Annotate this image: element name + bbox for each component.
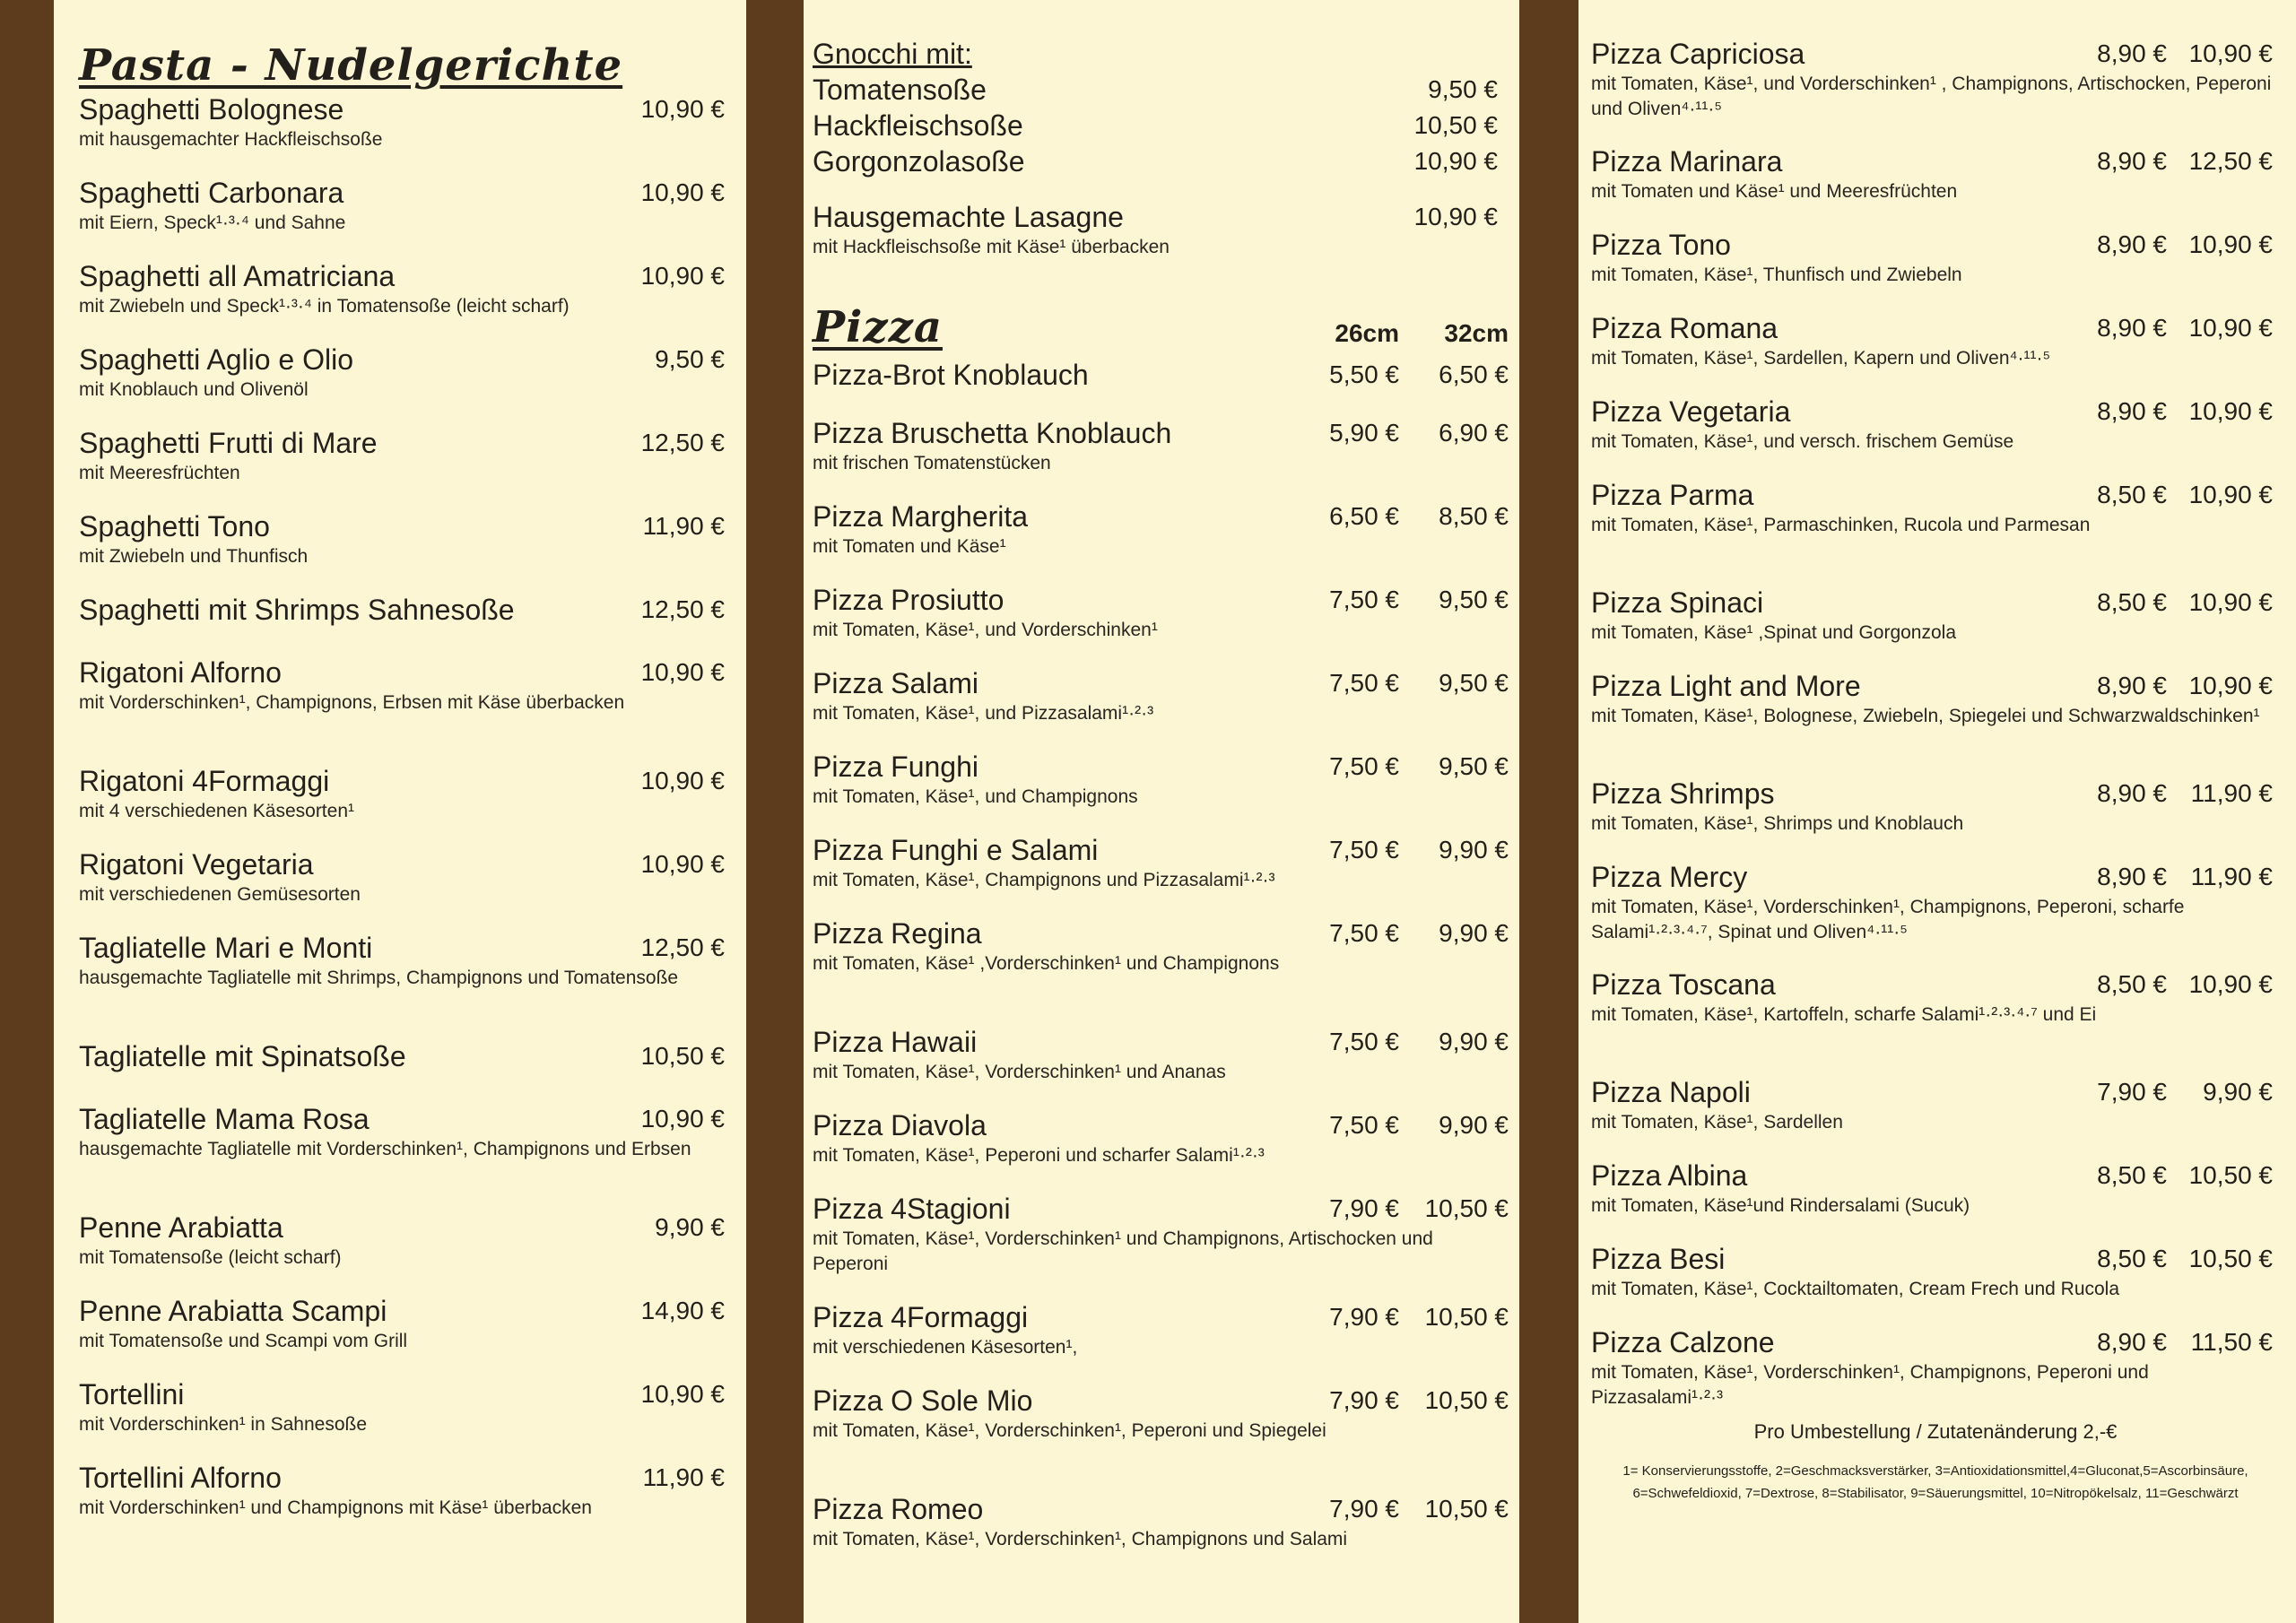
item-desc: mit Tomaten, Käse¹, Thunfisch und Zwiebeln xyxy=(1591,265,1962,285)
item-price: 10,90 € xyxy=(640,178,725,206)
price-32cm: 11,90 € xyxy=(2190,779,2273,807)
item-name: Tagliatelle mit Spinatsoße xyxy=(79,1040,406,1072)
pizza-item xyxy=(1591,36,2280,143)
item-name: Pizza Vegetaria xyxy=(1591,395,1791,428)
price-32cm: 11,90 € xyxy=(2190,863,2273,890)
price-26cm: 8,50 € xyxy=(2097,588,2167,616)
pizza-item xyxy=(1591,394,2280,477)
gnocchi-list xyxy=(813,72,1501,179)
pizza-header xyxy=(813,301,1509,353)
item-name: Pizza Bruschetta Knoblauch xyxy=(813,417,1172,449)
price-32cm: 9,90 € xyxy=(1439,836,1509,864)
price-26cm: 8,90 € xyxy=(2097,314,2167,342)
pasta-list xyxy=(79,91,728,1568)
item-name: Rigatoni 4Formaggi xyxy=(79,765,330,797)
item-name: Tagliatelle Mama Rosa xyxy=(79,1103,370,1135)
item-desc: mit Vorderschinken¹, Champignons, Erbsen mit Käse überbacken xyxy=(79,692,625,713)
size-26-header: 26cm xyxy=(1335,319,1399,347)
price-32cm: 10,90 € xyxy=(2188,397,2273,425)
price-32cm: 9,50 € xyxy=(1439,752,1509,780)
item-price: 9,50 € xyxy=(655,345,725,373)
item-desc: mit Tomaten, Käse¹, Parmaschinken, Rucola und Parmesan xyxy=(1591,515,2091,535)
price-26cm: 7,90 € xyxy=(1329,1386,1399,1414)
pizza-item xyxy=(813,1191,1509,1299)
price-32cm: 10,90 € xyxy=(2188,314,2273,342)
item-desc: mit Zwiebeln und Speck¹·³·⁴ in Tomatensoße (leicht scharf) xyxy=(79,296,570,317)
price-32cm: 10,90 € xyxy=(2188,230,2273,258)
item-price: 10,50 € xyxy=(1413,111,1498,139)
item-name: Pizza Napoli xyxy=(1591,1076,1751,1108)
item-desc: mit Eiern, Speck¹·³·⁴ und Sahne xyxy=(79,213,346,233)
item-name: Pizza Calzone xyxy=(1591,1326,1775,1358)
item-name: Pizza 4Formaggi xyxy=(813,1301,1029,1333)
item-name: Pizza Romana xyxy=(1591,312,1779,344)
pizza-list xyxy=(813,357,1509,1575)
price-32cm: 9,90 € xyxy=(1439,1111,1509,1139)
price-26cm: 8,90 € xyxy=(2097,230,2167,258)
item-name: Pizza Funghi e Salami xyxy=(813,834,1099,866)
pizza-item xyxy=(813,582,1509,665)
item-price: 9,90 € xyxy=(655,1213,725,1241)
pasta-panel xyxy=(54,0,746,1623)
item-desc: mit Tomaten, Käse¹, Peperoni und scharfer Salami¹·²·³ xyxy=(813,1145,1265,1166)
item-price: 12,50 € xyxy=(640,933,725,961)
price-32cm: 10,90 € xyxy=(2188,39,2273,67)
item-name: Pizza Spinaci xyxy=(1591,586,1764,619)
item-desc: mit verschiedenen Käsesorten¹, xyxy=(813,1337,1078,1358)
pizza-item xyxy=(1591,477,2280,585)
item-desc: mit Tomaten, Käse¹, und Vorderschinken¹ , Champignons, Artischocken, Peperoni und Oliven⁴·¹¹·⁵ xyxy=(1591,74,2272,119)
price-26cm: 7,50 € xyxy=(1329,586,1399,613)
item-desc: mit Tomaten und Käse¹ xyxy=(813,536,1006,557)
price-32cm: 9,90 € xyxy=(2203,1078,2273,1106)
item-name: Pizza Parma xyxy=(1591,479,1754,511)
item-price: 10,90 € xyxy=(640,262,725,290)
item-name: Pizza Albina xyxy=(1591,1159,1748,1192)
price-32cm: 10,50 € xyxy=(1424,1495,1509,1523)
pizza-item xyxy=(813,916,1509,1024)
pizza-item xyxy=(813,832,1509,916)
menu-item xyxy=(79,763,728,846)
price-26cm: 8,50 € xyxy=(2097,1161,2167,1189)
item-name: Hausgemachte Lasagne xyxy=(813,201,1124,233)
price-26cm: 7,50 € xyxy=(1329,1111,1399,1139)
item-desc: mit Knoblauch und Olivenöl xyxy=(79,379,309,400)
pizza-title: Pizza xyxy=(813,302,943,352)
price-26cm: 5,50 € xyxy=(1329,360,1399,388)
item-price: 10,50 € xyxy=(640,1042,725,1070)
price-26cm: 7,90 € xyxy=(1329,1495,1399,1523)
price-26cm: 7,50 € xyxy=(1329,1028,1399,1055)
price-26cm: 7,50 € xyxy=(1329,836,1399,864)
item-desc: hausgemachte Tagliatelle mit Vorderschinken¹, Champignons und Erbsen xyxy=(79,1139,691,1159)
item-price: 9,50 € xyxy=(1428,75,1498,103)
lasagne-item xyxy=(813,199,1501,267)
item-price: 14,90 € xyxy=(640,1297,725,1324)
price-32cm: 10,50 € xyxy=(1424,1303,1509,1331)
price-32cm: 10,90 € xyxy=(2188,588,2273,616)
price-26cm: 5,90 € xyxy=(1329,419,1399,447)
item-desc: mit Tomaten, Käse¹, Cocktailtomaten, Cream Frech und Rucola xyxy=(1591,1279,2120,1299)
item-desc: mit Tomatensoße und Scampi vom Grill xyxy=(79,1331,408,1351)
price-32cm: 6,90 € xyxy=(1439,419,1509,447)
item-desc: mit Tomaten, Käse¹, und Pizzasalami¹·²·³ xyxy=(813,703,1154,724)
menu-item xyxy=(79,258,728,342)
item-name: Pizza Hawaii xyxy=(813,1026,978,1058)
price-32cm: 6,50 € xyxy=(1439,360,1509,388)
price-32cm: 9,90 € xyxy=(1439,1028,1509,1055)
pizza-item xyxy=(813,1107,1509,1191)
item-name: Pizza Diavola xyxy=(813,1109,987,1141)
price-26cm: 7,50 € xyxy=(1329,919,1399,947)
price-32cm: 9,90 € xyxy=(1439,919,1509,947)
menu-item xyxy=(79,175,728,258)
item-name: Pizza Prosiutto xyxy=(813,584,1004,616)
item-price: 12,50 € xyxy=(640,595,725,623)
item-price: 10,90 € xyxy=(640,1380,725,1408)
pizza-item xyxy=(813,1024,1509,1107)
item-desc: mit Tomaten, Käse¹, und Vorderschinken¹ xyxy=(813,620,1158,640)
pizza-item xyxy=(1591,227,2280,310)
item-desc: mit Tomaten, Käse¹, Sardellen xyxy=(1591,1112,1843,1133)
item-desc: mit Tomaten, Käse¹, und Champignons xyxy=(813,786,1138,807)
item-desc: mit Tomaten, Käse¹, Vorderschinken¹ und Ananas xyxy=(813,1062,1226,1082)
item-name: Pizza Mercy xyxy=(1591,861,1748,893)
item-name: Pizza Salami xyxy=(813,667,978,699)
price-32cm: 10,50 € xyxy=(2188,1245,2273,1272)
price-26cm: 8,50 € xyxy=(2097,970,2167,998)
item-name: Spaghetti Bolognese xyxy=(79,93,344,126)
item-desc: mit Tomaten, Käse¹, und versch. frischem Gemüse xyxy=(1591,431,2014,452)
item-desc: mit Tomaten, Käse¹, Champignons und Pizzasalami¹·²·³ xyxy=(813,870,1275,890)
item-name: Tomatensoße xyxy=(813,74,987,106)
price-32cm: 9,50 € xyxy=(1439,669,1509,697)
menu-item xyxy=(79,1376,728,1460)
pizza-item xyxy=(1591,967,2280,1074)
item-price: 12,50 € xyxy=(640,429,725,456)
item-desc: mit Tomaten, Käse¹ ,Spinat und Gorgonzola xyxy=(1591,622,1957,643)
price-26cm: 7,50 € xyxy=(1329,752,1399,780)
price-26cm: 8,90 € xyxy=(2097,397,2167,425)
price-26cm: 8,50 € xyxy=(2097,1245,2167,1272)
item-name: Penne Arabiatta Scampi xyxy=(79,1295,387,1327)
item-name: Spaghetti all Amatriciana xyxy=(79,260,396,292)
item-desc: mit Tomaten, Käse¹ ,Vorderschinken¹ und Champignons xyxy=(813,953,1280,974)
menu-item xyxy=(79,1101,728,1210)
menu-item xyxy=(79,1038,728,1101)
menu-item xyxy=(79,930,728,1038)
menu-item xyxy=(79,342,728,425)
item-desc: mit verschiedenen Gemüsesorten xyxy=(79,884,361,905)
price-26cm: 8,90 € xyxy=(2097,779,2167,807)
price-26cm: 8,90 € xyxy=(2097,863,2167,890)
pizza-item xyxy=(1591,1074,2280,1158)
item-name: Pizza Besi xyxy=(1591,1243,1726,1275)
pizza-list-2 xyxy=(1591,36,2280,1408)
pasta-title: Pasta - Nudelgerichte xyxy=(79,40,623,91)
price-32cm: 10,50 € xyxy=(2188,1161,2273,1189)
item-name: Gorgonzolasoße xyxy=(813,145,1025,178)
price-32cm: 10,50 € xyxy=(1424,1194,1509,1222)
pizza-item xyxy=(1591,859,2280,967)
item-desc: mit frischen Tomatenstücken xyxy=(813,453,1051,473)
price-26cm: 6,50 € xyxy=(1329,502,1399,530)
item-name: Tagliatelle Mari e Monti xyxy=(79,932,373,964)
gnocchi-item xyxy=(813,72,1501,108)
menu-item xyxy=(79,1210,728,1293)
menu-item xyxy=(79,1293,728,1376)
item-desc: mit Tomaten, Käse¹, Bolognese, Zwiebeln, Spiegelei und Schwarzwaldschinken¹ xyxy=(1591,706,2260,726)
item-name: Pizza Tono xyxy=(1591,229,1731,261)
item-name: Tortellini Alforno xyxy=(79,1462,282,1494)
middle-panel xyxy=(804,0,1519,1623)
item-desc: mit Tomaten, Käse¹, Shrimps und Knoblauch xyxy=(1591,813,1964,834)
item-name: Pizza Shrimps xyxy=(1591,777,1775,810)
item-price: 10,90 € xyxy=(1413,147,1498,175)
item-name: Pizza Light and More xyxy=(1591,670,1861,702)
item-name: Pizza Marinara xyxy=(1591,145,1783,178)
right-panel xyxy=(1578,0,2296,1623)
item-desc: mit Tomaten und Käse¹ und Meeresfrüchten xyxy=(1591,181,1958,202)
item-desc: mit Tomaten, Käse¹, Vorderschinken¹, Champignons und Salami xyxy=(813,1529,1348,1549)
price-32cm: 11,50 € xyxy=(2190,1328,2273,1356)
item-name: Pizza Regina xyxy=(813,917,982,950)
menu-item xyxy=(79,655,728,763)
price-26cm: 8,90 € xyxy=(2097,672,2167,699)
pizza-item xyxy=(813,1299,1509,1383)
price-26cm: 8,90 € xyxy=(2097,147,2167,175)
menu-item xyxy=(79,91,728,175)
item-name: Spaghetti Tono xyxy=(79,510,270,542)
item-price: 10,90 € xyxy=(640,1105,725,1133)
item-name: Pizza Toscana xyxy=(1591,968,1776,1001)
item-name: Rigatoni Vegetaria xyxy=(79,848,314,881)
item-price: 10,90 € xyxy=(1413,203,1498,230)
item-price: 10,90 € xyxy=(640,767,725,794)
pizza-item xyxy=(813,499,1509,582)
item-name: Pizza Capriciosa xyxy=(1591,38,1805,70)
item-name: Pizza Funghi xyxy=(813,751,978,783)
price-32cm: 10,90 € xyxy=(2188,672,2273,699)
price-32cm: 10,90 € xyxy=(2188,481,2273,508)
menu-item xyxy=(79,592,728,655)
item-desc: mit Vorderschinken¹ in Sahnesoße xyxy=(79,1414,367,1435)
pizza-item xyxy=(1591,1158,2280,1241)
price-32cm: 8,50 € xyxy=(1439,502,1509,530)
pizza-item xyxy=(1591,310,2280,394)
item-name: Penne Arabiatta xyxy=(79,1211,283,1244)
price-26cm: 8,90 € xyxy=(2097,1328,2167,1356)
price-26cm: 8,50 € xyxy=(2097,481,2167,508)
price-32cm: 12,50 € xyxy=(2188,147,2273,175)
pizza-item xyxy=(813,749,1509,832)
item-name: Tortellini xyxy=(79,1378,185,1410)
pizza-item xyxy=(1591,585,2280,668)
item-desc: mit Tomaten, Käse¹und Rindersalami (Sucuk) xyxy=(1591,1195,1970,1216)
pizza-item xyxy=(813,1491,1509,1575)
pizza-item xyxy=(1591,776,2280,859)
item-price: 10,90 € xyxy=(640,658,725,686)
item-name: Spaghetti Carbonara xyxy=(79,177,344,209)
item-desc: mit Tomatensoße (leicht scharf) xyxy=(79,1247,342,1268)
pizza-item xyxy=(813,357,1509,415)
item-desc: mit Meeresfrüchten xyxy=(79,463,240,483)
pizza-item xyxy=(1591,668,2280,776)
additives-footnote: 1= Konservierungsstoffe, 2=Geschmacksverstärker, 3=Antioxidationsmittel,4=Gluconat,5=Ascorbinsäure, 6=Schwefeldioxid, 7=Dextrose, 8=Stabilisator, 9=Säuerungsmittel, 10=Nitropökelsalz, 11=Geschwärzt xyxy=(1622,1463,2248,1501)
item-desc: mit Tomaten, Käse¹, Kartoffeln, scharfe Salami¹·²·³·⁴·⁷ und Ei xyxy=(1591,1004,2097,1025)
pizza-item xyxy=(813,665,1509,749)
item-name: Pizza O Sole Mio xyxy=(813,1384,1033,1417)
item-desc: mit Tomaten, Käse¹, Vorderschinken¹ und Champignons, Artischocken und Peperoni xyxy=(813,1228,1433,1274)
price-32cm: 10,90 € xyxy=(2188,970,2273,998)
pizza-item xyxy=(1591,143,2280,227)
menu-item xyxy=(79,425,728,508)
menu-item xyxy=(79,508,728,592)
pizza-item xyxy=(1591,1241,2280,1324)
item-desc: mit Hackfleischsoße mit Käse¹ überbacken xyxy=(813,237,1170,257)
item-desc: mit Tomaten, Käse¹, Vorderschinken¹, Champignons, Peperoni, scharfe Salami¹·²·³·⁴·⁷, Spinat und Oliven⁴·¹¹·⁵ xyxy=(1591,897,2185,942)
item-price: 11,90 € xyxy=(642,512,725,540)
pizza-item xyxy=(1591,1324,2280,1408)
item-name: Spaghetti Frutti di Mare xyxy=(79,427,378,459)
price-26cm: 8,90 € xyxy=(2097,39,2167,67)
item-name: Pizza Margherita xyxy=(813,500,1029,533)
item-desc: mit Vorderschinken¹ und Champignons mit Käse¹ überbacken xyxy=(79,1497,592,1518)
price-32cm: 10,50 € xyxy=(1424,1386,1509,1414)
size-32-header: 32cm xyxy=(1444,319,1509,347)
item-desc: mit Tomaten, Käse¹, Vorderschinken¹, Peperoni und Spiegelei xyxy=(813,1420,1326,1441)
item-name: Spaghetti mit Shrimps Sahnesoße xyxy=(79,594,515,626)
change-fee-note: Pro Umbestellung / Zutatenänderung 2,-€ xyxy=(1753,1420,2118,1443)
item-price: 10,90 € xyxy=(640,850,725,878)
item-desc: mit hausgemachter Hackfleischsoße xyxy=(79,129,383,150)
price-26cm: 7,90 € xyxy=(1329,1194,1399,1222)
item-desc: mit Tomaten, Käse¹, Vorderschinken¹, Champignons, Peperoni und Pizzasalami¹·²·³ xyxy=(1591,1362,2149,1408)
gnocchi-item xyxy=(813,108,1501,143)
price-26cm: 7,90 € xyxy=(2097,1078,2167,1106)
gnocchi-title: Gnocchi mit: xyxy=(813,38,972,70)
pizza-item xyxy=(813,1383,1509,1491)
item-name: Hackfleischsoße xyxy=(813,109,1023,142)
item-price: 11,90 € xyxy=(642,1463,725,1491)
gnocchi-item xyxy=(813,143,1501,179)
pizza-item xyxy=(813,415,1509,499)
price-26cm: 7,90 € xyxy=(1329,1303,1399,1331)
item-desc: mit Tomaten, Käse¹, Sardellen, Kapern und Oliven⁴·¹¹·⁵ xyxy=(1591,348,2051,369)
item-name: Pizza Romeo xyxy=(813,1493,984,1525)
menu-item xyxy=(79,846,728,930)
menu-item xyxy=(79,1460,728,1568)
item-name: Rigatoni Alforno xyxy=(79,656,282,689)
item-desc: hausgemachte Tagliatelle mit Shrimps, Champignons und Tomatensoße xyxy=(79,968,679,988)
item-desc: mit 4 verschiedenen Käsesorten¹ xyxy=(79,801,354,821)
price-32cm: 9,50 € xyxy=(1439,586,1509,613)
item-name: Pizza-Brot Knoblauch xyxy=(813,359,1089,391)
item-name: Spaghetti Aglio e Olio xyxy=(79,343,353,376)
price-26cm: 7,50 € xyxy=(1329,669,1399,697)
item-name: Pizza 4Stagioni xyxy=(813,1193,1011,1225)
item-price: 10,90 € xyxy=(640,95,725,123)
item-desc: mit Zwiebeln und Thunfisch xyxy=(79,546,309,567)
